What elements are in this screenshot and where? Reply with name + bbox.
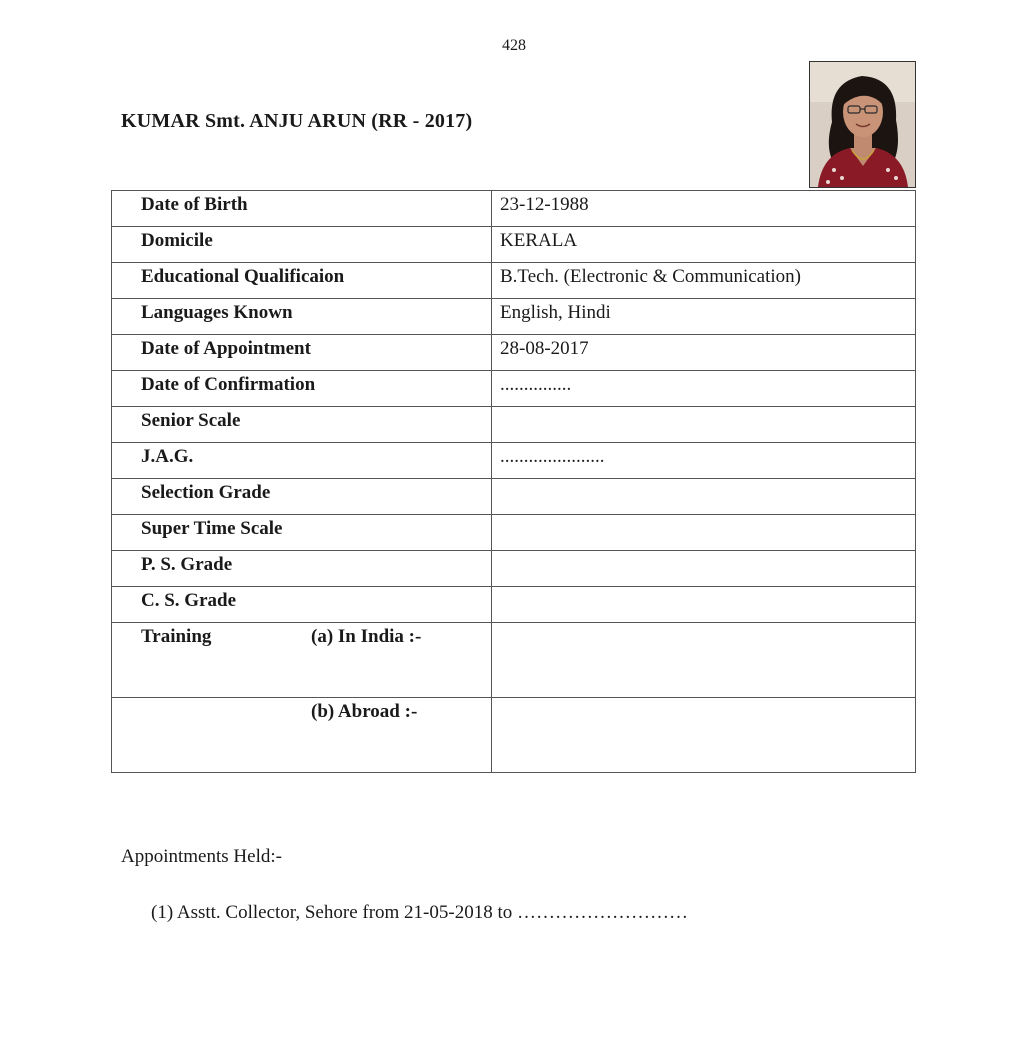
row-value [492, 479, 916, 515]
row-value [492, 515, 916, 551]
table-row [112, 263, 916, 299]
table-row [112, 227, 916, 263]
row-label: Date of Confirmation [112, 371, 492, 407]
row-label: Date of Birth [112, 191, 492, 227]
row-label: Selection Grade [112, 479, 492, 515]
row-value: 23-12-1988 [492, 191, 916, 227]
training-india-label: (a) In India :- [311, 626, 422, 647]
table-row [112, 479, 916, 515]
row-value: ...................... [492, 443, 916, 479]
training-abroad-label-cell [112, 698, 492, 773]
row-value: 28-08-2017 [492, 335, 916, 371]
row-value: KERALA [492, 227, 916, 263]
table-row [112, 299, 916, 335]
row-label: J.A.G. [112, 443, 492, 479]
table-row [112, 551, 916, 587]
training-label-cell [112, 623, 492, 698]
table-row [112, 371, 916, 407]
row-value [492, 587, 916, 623]
row-label: Senior Scale [112, 407, 492, 443]
training-label: Training [141, 626, 212, 647]
table-row [112, 515, 916, 551]
page-number: 428 [502, 37, 526, 54]
table-row [112, 407, 916, 443]
row-value: B.Tech. (Electronic & Communication) [492, 263, 916, 299]
training-abroad-label: (b) Abroad :- [311, 701, 418, 722]
table-row [112, 443, 916, 479]
training-abroad-value [492, 698, 916, 773]
row-value [492, 551, 916, 587]
row-label: Educational Qualificaion [112, 263, 492, 299]
row-label: C. S. Grade [112, 587, 492, 623]
row-value: ............... [492, 371, 916, 407]
row-value: English, Hindi [492, 299, 916, 335]
row-label: Date of Appointment [112, 335, 492, 371]
appointments-heading: Appointments Held:- [121, 846, 282, 867]
table-row [112, 587, 916, 623]
row-value [492, 407, 916, 443]
portrait-photo-icon [809, 61, 916, 188]
row-label: P. S. Grade [112, 551, 492, 587]
table-row [112, 335, 916, 371]
row-label: Domicile [112, 227, 492, 263]
row-label: Super Time Scale [112, 515, 492, 551]
training-abroad-row [112, 698, 916, 773]
training-india-value [492, 623, 916, 698]
table-row [112, 191, 916, 227]
training-india-row [112, 623, 916, 698]
appointment-item: (1) Asstt. Collector, Sehore from 21-05-2018 to ……………………… [151, 902, 688, 923]
officer-name-heading: KUMAR Smt. ANJU ARUN (RR - 2017) [121, 110, 473, 132]
row-label: Languages Known [112, 299, 492, 335]
service-record-table [111, 190, 916, 773]
